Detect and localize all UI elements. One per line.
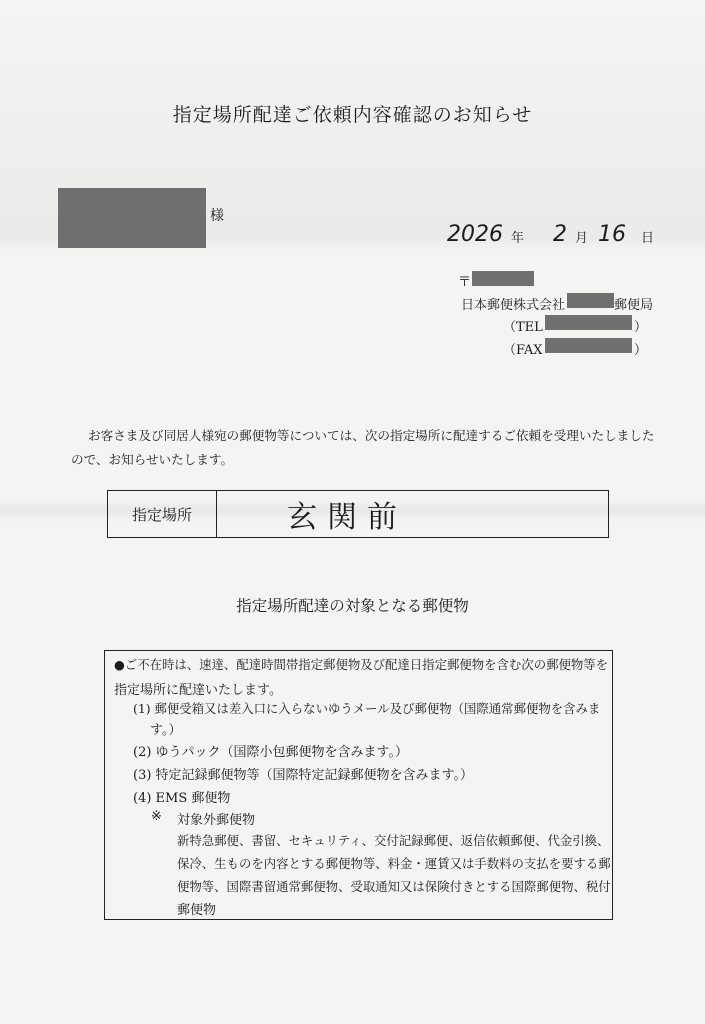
redacted-post-office-name — [567, 293, 614, 308]
designated-place-label: 指定場所 — [108, 491, 217, 537]
items-intro-line-2: 指定場所に配達いたします。 — [114, 683, 282, 698]
company-suffix: 郵便局 — [614, 298, 654, 313]
date-year: 2026 — [447, 222, 503, 247]
designated-place-table — [107, 490, 609, 538]
redacted-recipient-name — [58, 188, 206, 248]
item-1-line-a: (1) 郵便受箱又は差入口に入らないゆうメール及び郵便物（国際通常郵便物を含みま — [133, 701, 601, 716]
recipient-honorific: 様 — [210, 208, 224, 224]
redacted-postal-code — [472, 271, 534, 286]
item-4: (4) EMS 郵便物 — [133, 791, 231, 806]
postal-mark: 〒 — [458, 275, 472, 290]
excluded-line-3: 便物等、国際書留通常郵便物、受取通知又は保険付きとする国際郵便物、税付 — [177, 879, 611, 894]
item-3: (3) 特定記録郵便物等（国際特定記録郵便物を含みます。） — [133, 768, 474, 783]
designated-place-value: 玄関前 — [287, 500, 407, 535]
item-1-line-b: す。） — [150, 723, 182, 738]
tel-close-paren: ） — [634, 320, 648, 335]
notice-line-1: お客さま及び同居人様宛の郵便物等については、次の指定場所に配達するご依頼を受理いたしました — [88, 428, 655, 443]
company-prefix: 日本郵便株式会社 — [461, 298, 566, 313]
date-day: 16 — [598, 222, 626, 247]
document-title: 指定場所配達ご依頼内容確認のお知らせ — [172, 104, 533, 126]
excluded-line-2: 保冷、生ものを内容とする郵便物等、料金・運賃又は手数料の支払を要する郵 — [177, 856, 611, 871]
notice-line-2: ので、お知らせいたします。 — [71, 452, 234, 467]
date-year-suffix: 年 — [511, 231, 525, 246]
fax-label: （FAX — [503, 343, 543, 358]
excluded-mark: ※ — [151, 809, 162, 824]
tel-label: （TEL — [503, 320, 543, 335]
item-2: (2) ゆうパック（国際小包郵便物を含みます。） — [133, 745, 409, 760]
target-mail-subtitle: 指定場所配達の対象となる郵便物 — [236, 597, 469, 615]
date-day-suffix: 日 — [641, 231, 655, 246]
date-month: 2 — [553, 222, 567, 247]
excluded-line-4: 郵便物 — [177, 903, 217, 918]
target-mail-items-box — [104, 650, 613, 920]
items-intro-line-1: ●ご不在時は、速達、配達時間帯指定郵便物及び配達日指定郵便物を含む次の郵便物等を — [114, 657, 609, 672]
fax-close-paren: ） — [634, 343, 648, 358]
redacted-tel-number — [545, 315, 632, 330]
date-month-suffix: 月 — [575, 231, 589, 246]
redacted-fax-number — [545, 338, 632, 353]
excluded-title: 対象外郵便物 — [177, 813, 256, 828]
excluded-line-1: 新特急郵便、書留、セキュリティ、交付記録郵便、返信依頼郵便、代金引換、 — [177, 833, 610, 848]
